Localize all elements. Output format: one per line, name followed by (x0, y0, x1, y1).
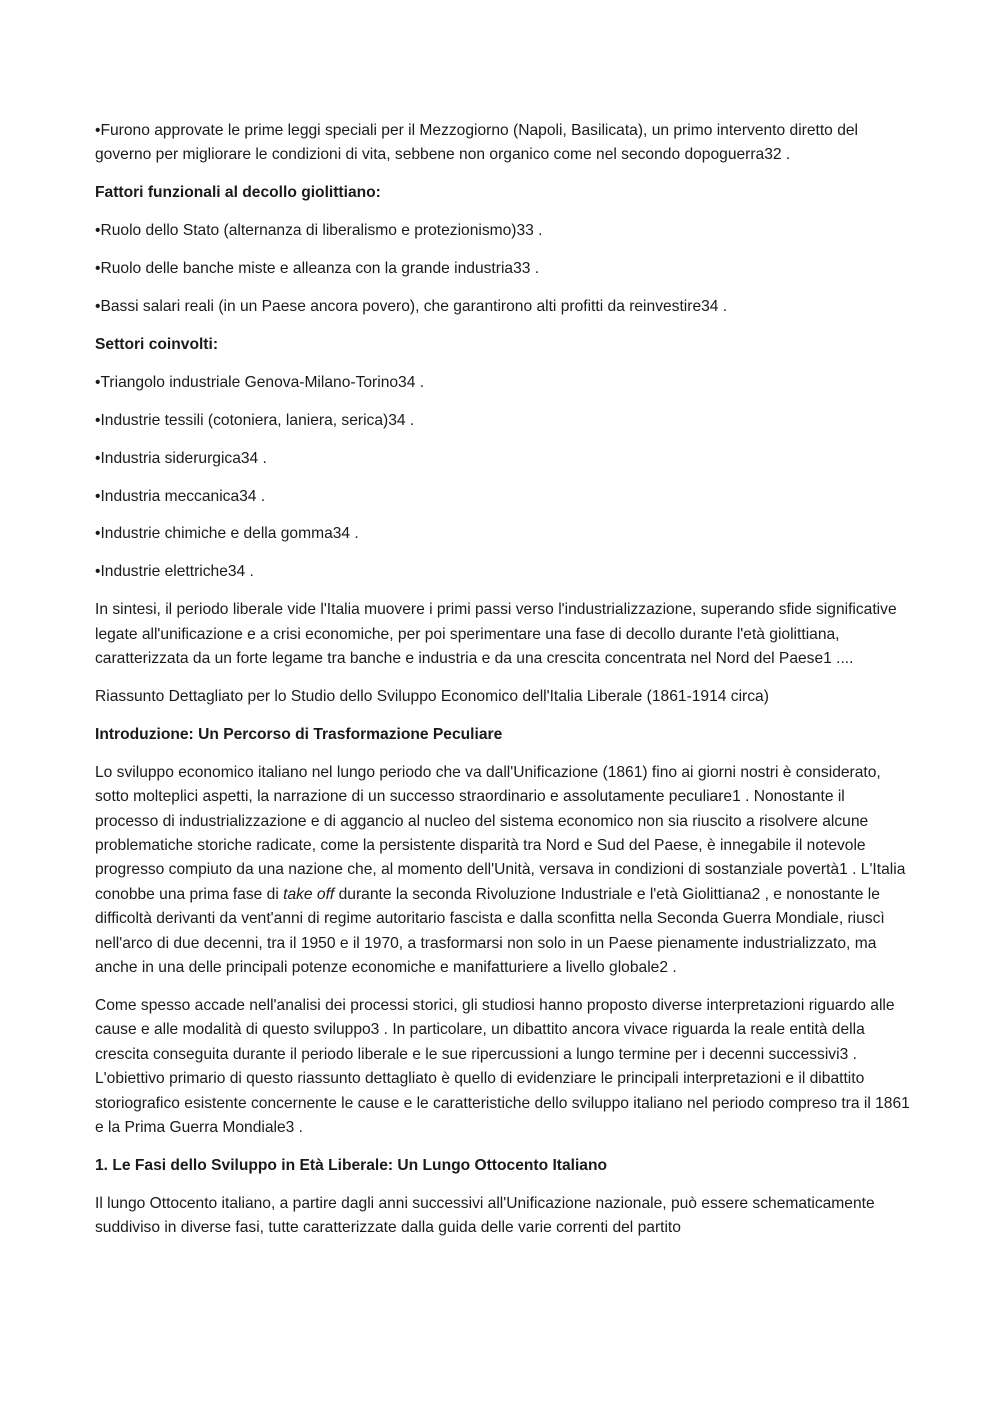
heading-settori-coinvolti: Settori coinvolti: (95, 335, 219, 353)
bullet-industrie-elettriche: •Industrie elettriche34 . (95, 563, 254, 581)
bullet-industria-siderurgica: •Industria siderurgica34 . (95, 449, 267, 467)
heading-introduzione: Introduzione: Un Percorso di Trasformazione Peculiare (95, 725, 503, 743)
bullet-ruolo-stato: •Ruolo dello Stato (alternanza di liberalismo e protezionismo)33 . (95, 222, 543, 240)
bullet-industrie-tessili: •Industrie tessili (cotoniera, laniera, serica)34 . (95, 411, 415, 429)
bullet-industrie-chimiche: •Industrie chimiche e della gomma34 . (95, 525, 359, 543)
document-page (95, 119, 910, 1254)
paragraph-text-part: durante la seconda Rivoluzione Industriale e l'età Giolittiana2 , e nonostante le difficoltà derivanti da vent'anni di regime autoritario fascista e dalla sconfitta nella Seconda Guerra Mondiale, riuscì nell'arco di due decenni, tra il 1950 e il 1970, a trasformarsi non solo in un Paese pienamente industrializzato, ma anche in una delle principali potenze economiche e manifatturiere a livello globale2 . (95, 885, 885, 977)
bullet-leggi-speciali: •Furono approvate le prime leggi speciali per il Mezzogiorno (Napoli, Basilicata), un primo intervento diretto del governo per migliorare le condizioni di vita, sebbene non organico come nel secondo dopoguerra32 . (95, 122, 858, 164)
bullet-bassi-salari: •Bassi salari reali (in un Paese ancora povero), che garantirono alti profitti da reinvestire34 . (95, 298, 728, 316)
paragraph-lungo-ottocento: Il lungo Ottocento italiano, a partire dagli anni successivi all'Unificazione nazionale, può essere schematicamente suddiviso in diverse fasi, tutte caratterizzate dalla guida delle varie correnti del partito (95, 1194, 875, 1237)
heading-fattori-funzionali: Fattori funzionali al decollo giolittiano: (95, 184, 381, 202)
bullet-triangolo-industriale: •Triangolo industriale Genova-Milano-Torino34 . (95, 373, 425, 391)
paragraph-text-part: Lo sviluppo economico italiano nel lungo periodo che va dall'Unificazione (1861) fino ai giorni nostri è considerato, sotto molteplici aspetti, la narrazione di un successo straordinario e assolutamente peculiare1 . Nonostante il processo di industrializzazione e di aggancio al nucleo del sistema economico non sia riuscito a risolvere alcune problematiche storiche radicate, come la persistente disparità tra Nord e Sud del Paese, è innegabile il notevole progresso compiuto da una nazione che, al momento dell'Unità, versava in condizioni di sostanziale povertà1 . L'Italia conobbe una prima fase di (95, 763, 906, 903)
bullet-industria-meccanica: •Industria meccanica34 . (95, 487, 266, 505)
paragraph-sviluppo-economico (95, 761, 910, 981)
bullet-ruolo-banche: •Ruolo delle banche miste e alleanza con la grande industria33 . (95, 260, 540, 278)
heading-fasi-sviluppo: 1. Le Fasi dello Sviluppo in Età Liberale: Un Lungo Ottocento Italiano (95, 1156, 608, 1174)
paragraph-sintesi: In sintesi, il periodo liberale vide l'Italia muovere i primi passi verso l'industrializzazione, superando sfide significative legate all'unificazione e a crisi economiche, per poi sperimentare una fase di decollo durante l'età giolittiana, caratterizzata da un forte legame tra banche e industria e da una crescita concentrata nel Nord del Paese1 .... (95, 601, 897, 668)
emphasis-take-off: take off (283, 885, 335, 903)
paragraph-riassunto-title: Riassunto Dettagliato per lo Studio dello Sviluppo Economico dell'Italia Liberale (1861-1914 circa) (95, 688, 769, 705)
paragraph-interpretazioni: Come spesso accade nell'analisi dei processi storici, gli studiosi hanno proposto diverse interpretazioni riguardo alle cause e alle modalità di questo sviluppo3 . In particolare, un dibattito ancora vivace riguarda la reale entità della crescita conseguita durante il periodo liberale e le sue ripercussioni a lungo termine per i decenni successivi3 . L'obiettivo primario di questo riassunto dettagliato è quello di evidenziare le principali interpretazioni e il dibattito storiografico esistente concernente le cause e le caratteristiche dello sviluppo italiano nel periodo compreso tra il 1861 e la Prima Guerra Mondiale3 . (95, 996, 910, 1136)
